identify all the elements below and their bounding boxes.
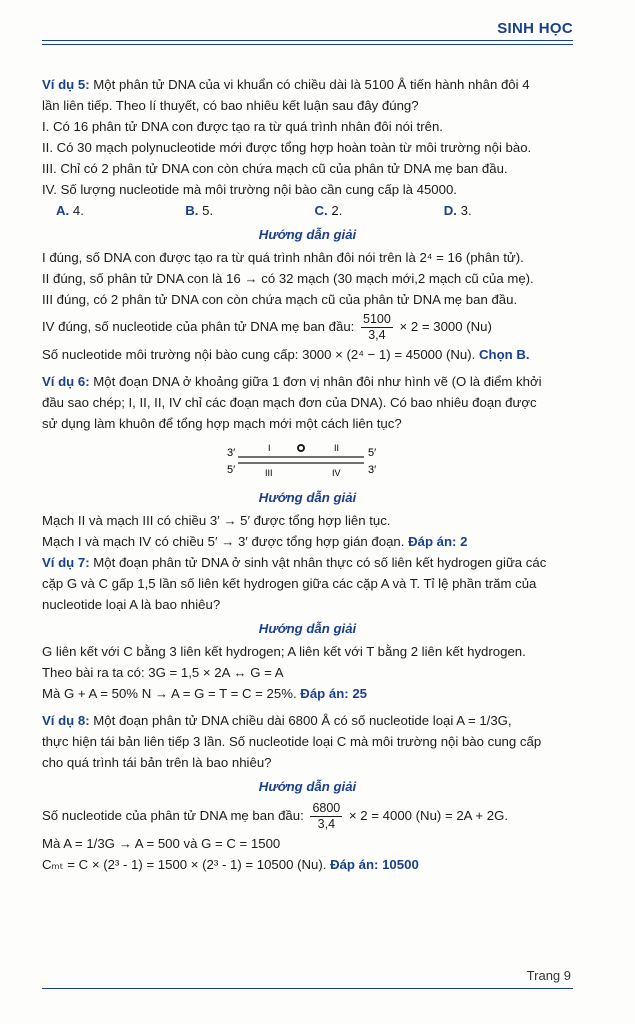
option-d: D. 3.	[443, 203, 472, 218]
ex7-answer-2: Theo bài ra ta có: 3G = 1,5 × 2A ↔ G = A	[42, 665, 284, 680]
ex8-question-line-2: thực hiện tái bản liên tiếp 3 lần. Số nucleotide loại C mà môi trường nội bào cung cấp	[42, 734, 542, 749]
segment-I: I	[268, 443, 271, 453]
label-5prime-top: 5′	[368, 447, 377, 459]
ex5-statement-2: II. Có 30 mạch polynucleotide mới được tổng hợp hoàn toàn từ môi trường nội bào.	[42, 140, 532, 155]
option-c: C. 2.	[314, 203, 343, 218]
ex5-label: Ví dụ 5:	[42, 77, 90, 92]
ex8-question-line-3: cho quá trình tái bản trên là bao nhiêu?	[42, 755, 272, 770]
ex8-answer-3: Cₘₜ = C × (2³ - 1) = 1500 × (2³ - 1) = 10500 (Nu). Đáp án: 10500	[42, 857, 419, 872]
label-5prime-bottom: 5′	[227, 464, 236, 476]
segment-III: III	[265, 468, 273, 478]
page-number: Trang 9	[526, 968, 571, 983]
ex6-question-line-3: sử dụng làm khuôn để tổng hợp mạch mới một cách liên tục?	[42, 416, 402, 431]
ex5-answer-2: II đúng, số phân tử DNA con là 16 → có 32 mạch (30 mạch mới,2 mạch cũ của mẹ).	[42, 271, 534, 286]
dna-diagram	[42, 436, 573, 482]
ex5-final-answer: Chọn B.	[479, 347, 530, 362]
fraction: $\frac{6800}{3,4}$	[312, 801, 341, 832]
ex7-final-answer: Đáp án: 25	[300, 686, 367, 701]
ex7-label: Ví dụ 7:	[42, 555, 90, 570]
ex5-question-line-2: lần liên tiếp. Theo lí thuyết, có bao nhiêu kết luận sau đây đúng?	[42, 98, 419, 113]
ex6-question-line-2: đầu sao chép; I, II, II, IV chỉ các đoạn mạch đơn của DNA). Có bao nhiêu đoạn được	[42, 395, 537, 410]
label-3prime-top: 3′	[227, 447, 236, 459]
ex6-answer-1: Mạch II và mạch III có chiều 3′ → 5′ được tổng hợp liên tục.	[42, 513, 391, 528]
ex7-guide-heading: Hướng dẫn giải	[258, 621, 357, 636]
ex8-guide-heading: Hướng dẫn giải	[258, 779, 357, 794]
content	[42, 74, 573, 875]
ex8-answer-2: Mà A = 1/3G → A = 500 và G = C = 1500	[42, 836, 281, 851]
ex5-answer-1: I đúng, số DNA con được tạo ra từ quá trình nhân đôi nói trên là 2⁴ = 16 (phân tử).	[42, 250, 524, 265]
ex5-answer-5: Số nucleotide môi trường nội bào cung cấp: 3000 × (2⁴ − 1) = 45000 (Nu). Chọn B.	[42, 347, 530, 362]
header-rule-thin	[42, 44, 573, 45]
ex5-guide-heading: Hướng dẫn giải	[258, 227, 357, 242]
ex5-answer-4: IV đúng, số nucleotide của phân tử DNA mẹ ban đầu: $\frac{5100}{3,4}$ × 2 = 3000 (Nu)	[42, 312, 492, 343]
fraction: $\frac{5100}{3,4}$	[363, 312, 391, 343]
ex6-guide-heading: Hướng dẫn giải	[258, 490, 357, 505]
ex5-statement-4: IV. Số lượng nucleotide mà môi trường nội bào cần cung cấp là 45000.	[42, 182, 457, 197]
ex6-label: Ví dụ 6:	[42, 374, 90, 389]
ex5-statement-1: I. Có 16 phân tử DNA con được tạo ra từ quá trình nhân đôi nói trên.	[42, 119, 443, 134]
option-b: B. 5.	[185, 203, 214, 218]
footer-rule	[42, 988, 573, 989]
ex7-question-line-3: nucleotide loại A là bao nhiêu?	[42, 597, 221, 612]
header-rule	[42, 40, 573, 41]
segment-IV: IV	[332, 468, 341, 478]
ex8-answer-1: Số nucleotide của phân tử DNA mẹ ban đầu: $\frac{6800}{3,4}$ × 2 = 4000 (Nu) = 2A + 2G.	[42, 801, 509, 832]
label-3prime-bottom: 3′	[368, 464, 377, 476]
ex8-final-answer: Đáp án: 10500	[330, 857, 419, 872]
ex5-question-line-1	[42, 74, 573, 95]
header-title: SINH HỌC	[497, 20, 573, 37]
ex7-answer-3: Mà G + A = 50% N → A = G = T = C = 25%. Đáp án: 25	[42, 686, 367, 701]
origin-marker	[298, 445, 304, 451]
ex6-final-answer: Đáp án: 2	[408, 534, 468, 549]
ex6-answer-2: Mạch I và mạch IV có chiều 5′ → 3′ được tổng hợp gián đoạn. Đáp án: 2	[42, 534, 468, 549]
ex5-answer-3: III đúng, có 2 phân tử DNA con còn chứa mạch cũ của phân tử DNA mẹ ban đầu.	[42, 292, 518, 307]
ex5-q1: Một phân tử DNA của vi khuẩn có chiều dài là 5100 Å tiến hành nhân đôi 4	[93, 77, 530, 92]
ex7-answer-1: G liên kết với C bằng 3 liên kết hydrogen; A liên kết với T bằng 2 liên kết hydrogen.	[42, 644, 526, 659]
dna-replication-svg	[42, 436, 573, 482]
ex5-statement-3: III. Chỉ có 2 phân tử DNA con còn chứa mạch cũ của phân tử DNA mẹ ban đầu.	[42, 161, 508, 176]
ex7-question-line-2: cặp G và C gấp 1,5 lần số liên kết hydrogen giữa các cặp A và T. Tỉ lệ phần trăm của	[42, 576, 537, 591]
segment-II: II	[334, 443, 340, 453]
option-a: A. 4.	[56, 203, 84, 218]
ex6-question-line-1: Ví dụ 6: Một đoạn DNA ở khoảng giữa 1 đơn vị nhân đôi như hình vẽ (O là điểm khởi	[42, 374, 542, 389]
ex7-question-line-1: Ví dụ 7: Một đoạn phân tử DNA ở sinh vật nhân thực có số liên kết hydrogen giữa các	[42, 555, 547, 570]
ex5-options	[42, 200, 573, 221]
ex8-question-line-1: Ví dụ 8: Một đoạn phân tử DNA chiều dài 6800 Å có số nucleotide loại A = 1/3G,	[42, 713, 512, 728]
ex8-label: Ví dụ 8:	[42, 713, 90, 728]
